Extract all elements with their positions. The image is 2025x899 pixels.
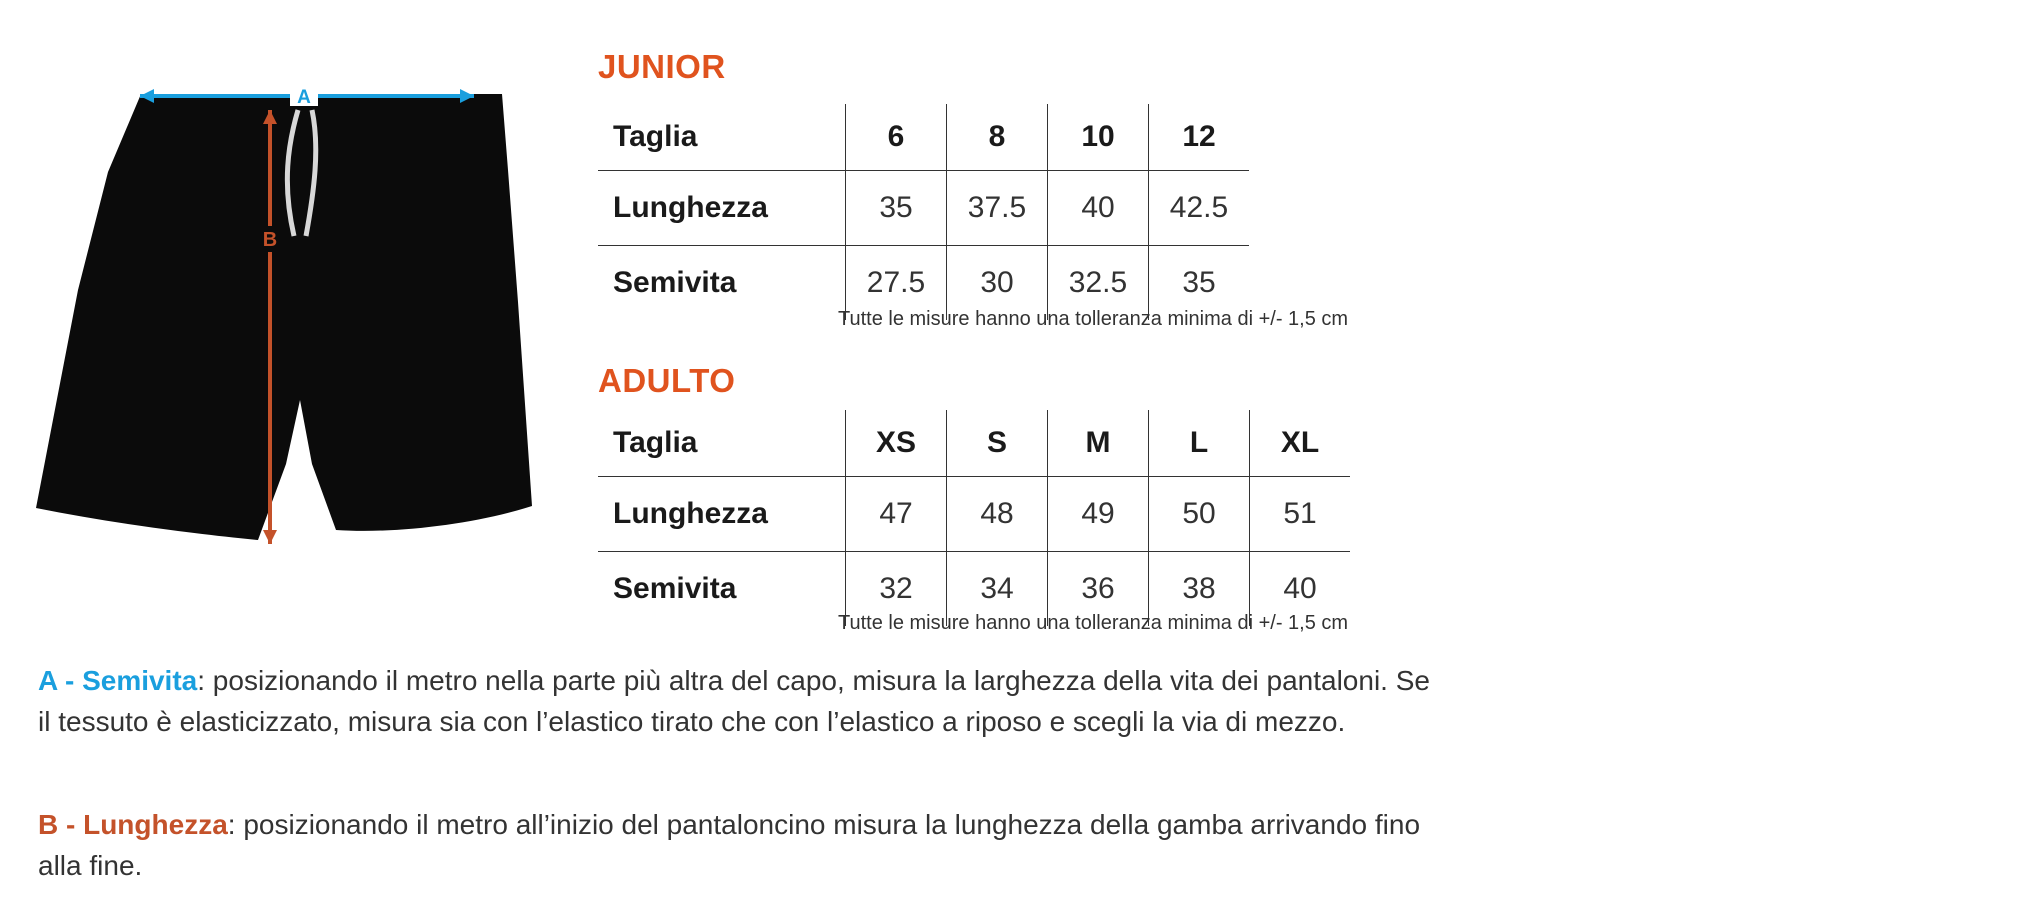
size-cell: L (1149, 410, 1250, 477)
value-cell: 50 (1149, 477, 1250, 552)
size-cell: S (947, 410, 1048, 477)
description-lunghezza (38, 804, 1438, 886)
table-row-lunghezza (598, 477, 1350, 552)
value-cell: 40 (1048, 171, 1149, 246)
row-label: Semivita (598, 552, 846, 627)
adulto-tolerance-note: Tutte le misure hanno una tolleranza minima di +/- 1,5 cm (838, 612, 1349, 634)
row-label: Lunghezza (598, 477, 846, 552)
row-label: Semivita (598, 246, 846, 321)
value-cell: 38 (1149, 552, 1250, 627)
term-semivita: A - Semivita (38, 665, 198, 696)
description-semivita (38, 660, 1438, 742)
value-cell: 30 (947, 246, 1048, 321)
value-cell: 47 (846, 477, 947, 552)
size-cell: 12 (1149, 104, 1250, 171)
row-label: Lunghezza (598, 171, 846, 246)
table-row-lunghezza (598, 171, 1249, 246)
size-cell: XL (1250, 410, 1351, 477)
size-cell: XS (846, 410, 947, 477)
value-cell: 32 (846, 552, 947, 627)
term-lunghezza: B - Lunghezza (38, 809, 228, 840)
table-row-header (598, 104, 1249, 171)
value-cell: 35 (846, 171, 947, 246)
value-cell: 42.5 (1149, 171, 1250, 246)
size-cell: 10 (1048, 104, 1149, 171)
value-cell: 34 (947, 552, 1048, 627)
value-cell: 51 (1250, 477, 1351, 552)
size-cell: M (1048, 410, 1149, 477)
description-semivita-text: : posizionando il metro nella parte più altra del capo, misura la larghezza della vita dei pantaloni. Se il tessuto è elasticizzato, misura sia con l’elastico tirato che con l’elastico a riposo e scegli la via di mezzo. (38, 665, 1430, 737)
junior-title: JUNIOR (598, 48, 726, 85)
value-cell: 37.5 (947, 171, 1048, 246)
marker-b: B (262, 229, 278, 251)
value-cell: 48 (947, 477, 1048, 552)
size-cell: 8 (947, 104, 1048, 171)
table-row-header (598, 410, 1350, 477)
header-label: Taglia (613, 120, 698, 153)
adulto-size-table (598, 410, 1350, 626)
junior-size-table (598, 104, 1249, 320)
marker-a: A (297, 87, 311, 108)
header-label: Taglia (613, 426, 698, 459)
description-lunghezza-text: : posizionando il metro all’inizio del pantaloncino misura la lunghezza della gamba arrivando fino alla fine. (38, 809, 1421, 881)
value-cell: 40 (1250, 552, 1351, 627)
shorts-body (36, 94, 532, 540)
length-arrow-bottom (263, 530, 277, 544)
value-cell: 36 (1048, 552, 1149, 627)
adulto-title: ADULTO (598, 362, 736, 399)
shorts-illustration (36, 84, 564, 554)
value-cell: 27.5 (846, 246, 947, 321)
value-cell: 49 (1048, 477, 1149, 552)
junior-tolerance-note: Tutte le misure hanno una tolleranza minima di +/- 1,5 cm (838, 308, 1349, 330)
value-cell: 32.5 (1048, 246, 1149, 321)
value-cell: 35 (1149, 246, 1250, 321)
size-cell: 6 (846, 104, 947, 171)
